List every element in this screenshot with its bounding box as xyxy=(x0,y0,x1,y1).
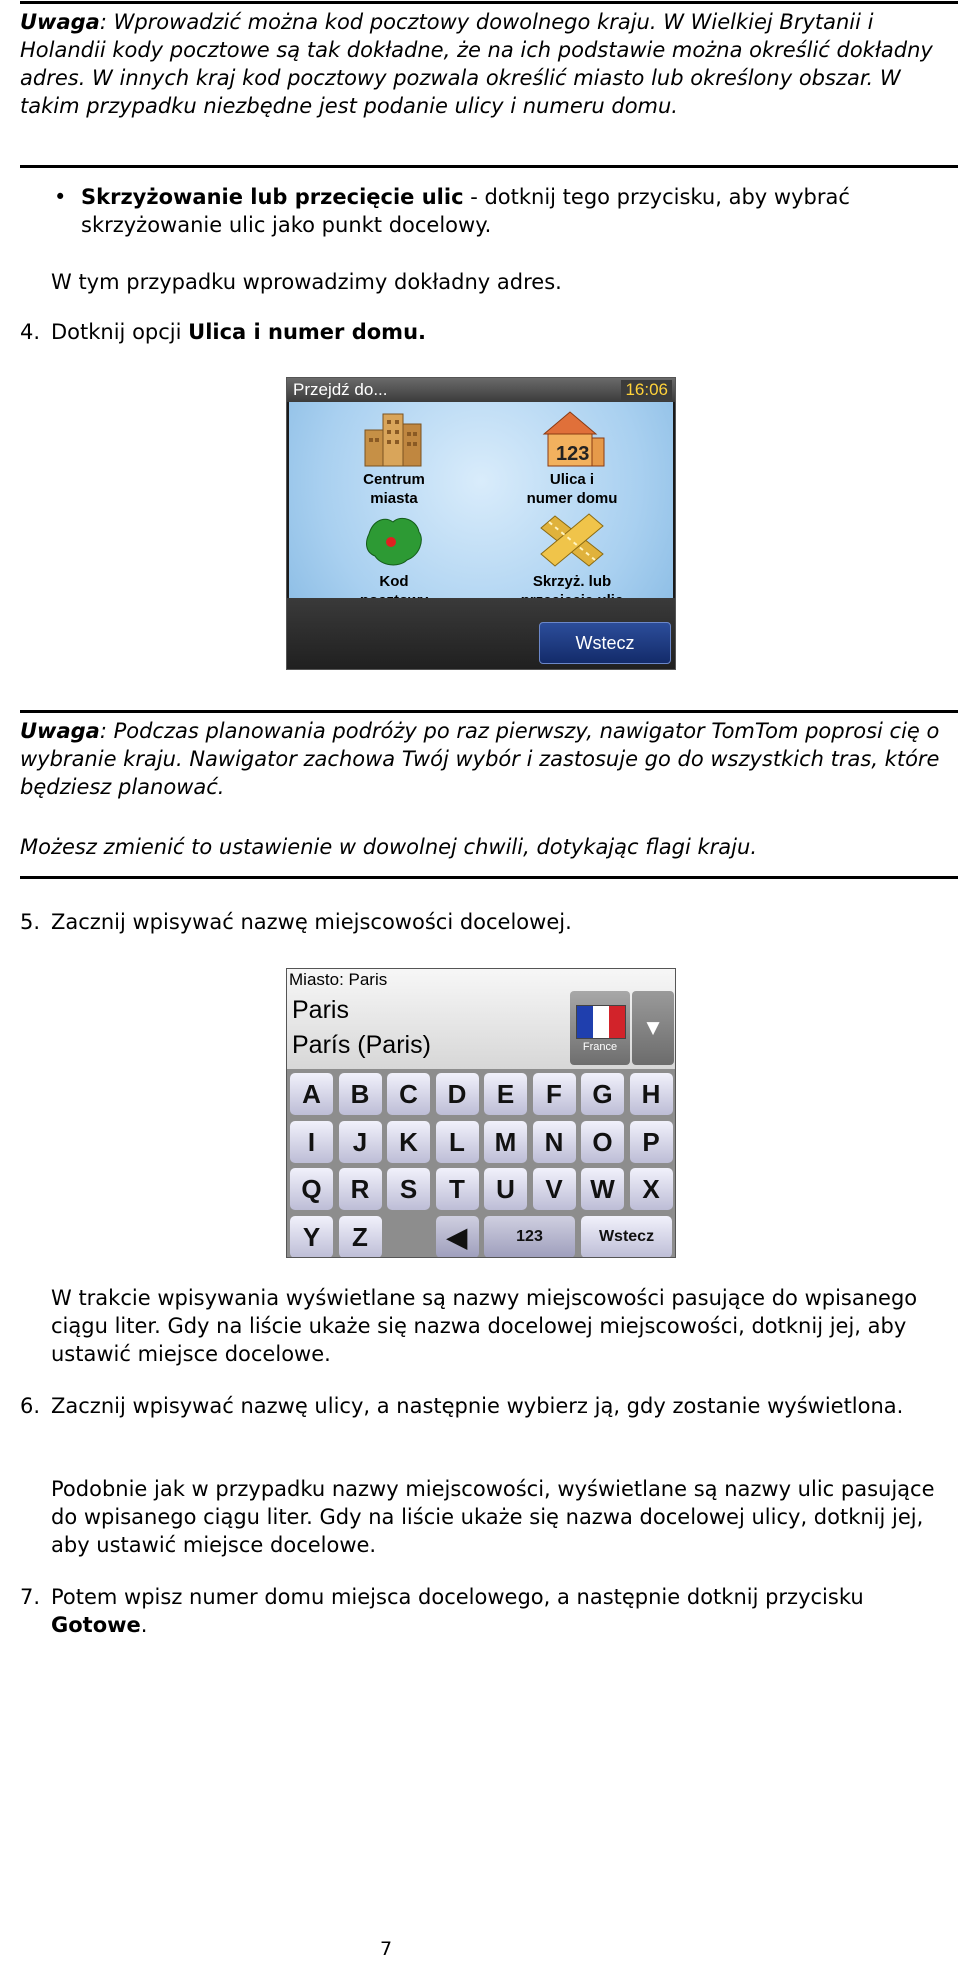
step-4 xyxy=(20,318,950,346)
key-k[interactable]: K xyxy=(387,1121,430,1163)
step-number: 5. xyxy=(20,910,41,934)
para-street-list: Podobnie jak w przypadku nazwy miejscowości, wyświetlane są nazwy ulic pasujące do wpisanego ciągu liter. Gdy na liście ukaże się nazwa docelowej ulicy, dotknij jej, aby ustawić miejsce docelowe. xyxy=(51,1477,935,1557)
key-l[interactable]: L xyxy=(436,1121,479,1163)
note-text: : Wprowadzić można kod pocztowy dowolnego kraju. W Wielkiej Brytanii i Holandii kody pocztowe są tak dokładne, że na ich podstawie można określić dokładny adres. W innych kraj kod pocztowy pozwala określić miasto lub określony obszar. W takim przypadku niezbędne jest podanie ulicy i numeru domu. xyxy=(20,10,933,118)
key-y[interactable]: Y xyxy=(290,1216,333,1258)
key-v[interactable]: V xyxy=(533,1168,576,1210)
bullet-text xyxy=(81,183,954,239)
key-n[interactable]: N xyxy=(533,1121,576,1163)
step-body: Potem wpisz numer domu miejsca docelowego, a następnie dotknij przycisku xyxy=(51,1585,864,1609)
step-text xyxy=(51,1583,950,1639)
step-5 xyxy=(20,908,950,936)
backspace-key[interactable]: ◀ xyxy=(436,1216,479,1258)
top-rule xyxy=(20,1,958,4)
clock: 16:06 xyxy=(621,380,672,400)
house-number-icon xyxy=(536,408,608,468)
city-input[interactable]: Miasto: Paris xyxy=(289,970,388,989)
crossing-button[interactable] xyxy=(487,510,657,610)
key-j[interactable]: J xyxy=(339,1121,382,1163)
goto-screen xyxy=(286,377,676,670)
step-number: 4. xyxy=(20,320,41,344)
step-end: . xyxy=(140,1613,148,1637)
key-x[interactable]: X xyxy=(630,1168,673,1210)
bullet-bold: Skrzyżowanie lub przecięcie ulic xyxy=(81,185,464,209)
key-s[interactable]: S xyxy=(387,1168,430,1210)
city-result-item[interactable]: Paris xyxy=(292,996,349,1024)
step-text: Zacznij wpisywać nazwę miejscowości docelowej. xyxy=(51,910,572,934)
key-c[interactable]: C xyxy=(387,1073,430,1115)
note-country-change: Możesz zmienić to ustawienie w dowolnej chwili, dotykając flagi kraju. xyxy=(20,835,757,859)
key-h[interactable]: H xyxy=(630,1073,673,1115)
step-bold: Ulica i numer domu. xyxy=(188,320,426,344)
note-rule xyxy=(20,165,958,168)
key-g[interactable]: G xyxy=(581,1073,624,1115)
step-number: 7. xyxy=(20,1585,41,1609)
back-button[interactable]: Wstecz xyxy=(539,622,671,664)
crossing-label: Skrzyż. lub xyxy=(532,573,612,590)
menu-area xyxy=(289,402,673,600)
city-centre-button[interactable] xyxy=(309,408,479,508)
note2-top-rule xyxy=(20,710,958,713)
back-key[interactable]: Wstecz xyxy=(581,1216,672,1258)
step-text xyxy=(51,318,950,346)
screen-title-bar xyxy=(287,378,675,402)
city-centre-label: Centrum miasta xyxy=(363,471,425,507)
key-b[interactable]: B xyxy=(339,1073,382,1115)
note2-bottom-rule xyxy=(20,876,958,879)
house-number: 123 xyxy=(556,443,590,465)
key-z[interactable]: Z xyxy=(339,1216,382,1258)
screen-bottom-bar xyxy=(287,598,675,669)
bullet-crossing xyxy=(54,183,954,239)
key-a[interactable]: A xyxy=(290,1073,333,1115)
france-flag-icon xyxy=(576,1005,626,1039)
step-text: Zacznij wpisywać nazwę ulicy, a następnie wybierz ją, gdy zostanie wyświetlona. xyxy=(51,1394,904,1418)
city-result-item[interactable]: París (Paris) xyxy=(292,1031,431,1059)
country-flag-button[interactable] xyxy=(570,991,630,1065)
country-name: France xyxy=(582,1041,618,1053)
key-w[interactable]: W xyxy=(581,1168,624,1210)
map-region-icon xyxy=(359,510,429,570)
crossroads-icon xyxy=(537,510,607,570)
key-r[interactable]: R xyxy=(339,1168,382,1210)
page-number: 7 xyxy=(379,1938,393,1960)
note-country xyxy=(20,717,945,801)
key-f[interactable]: F xyxy=(533,1073,576,1115)
postcode-label: Kod xyxy=(379,573,409,590)
bullet-body: - dotknij tego przycisku, aby wybrać skrzyżowanie ulic jako punkt docelowy. xyxy=(81,185,850,237)
para-city-list: W trakcie wpisywania wyświetlane są nazwy miejscowości pasujące do wpisanego ciągu liter. Gdy na liście ukaże się nazwa docelowej miejscowości, dotknij jej, aby ustawić miejsce docelowe. xyxy=(51,1286,918,1366)
step-bold: Gotowe xyxy=(51,1613,141,1637)
key-m[interactable]: M xyxy=(484,1121,527,1163)
step-7 xyxy=(20,1583,950,1639)
key-u[interactable]: U xyxy=(484,1168,527,1210)
key-o[interactable]: O xyxy=(581,1121,624,1163)
note2-text: : Podczas planowania podróży po raz pierwszy, nawigator TomTom poprosi cię o wybranie kraju. Nawigator zachowa Twój wybór i zastosuje go do wszystkich tras, które będziesz planować. xyxy=(20,719,940,799)
note-postcode xyxy=(20,8,945,120)
bullet-dot: • xyxy=(54,185,67,209)
key-e[interactable]: E xyxy=(484,1073,527,1115)
step-body: Dotknij opcji xyxy=(51,320,189,344)
numbers-key[interactable]: 123 xyxy=(484,1216,575,1258)
step-number: 6. xyxy=(20,1394,41,1418)
street-house-button[interactable] xyxy=(487,408,657,508)
key-p[interactable]: P xyxy=(630,1121,673,1163)
step-6 xyxy=(20,1392,950,1420)
city-entry-header xyxy=(287,969,675,1069)
buildings-icon xyxy=(359,408,429,468)
para-exact-address: W tym przypadku wprowadzimy dokładny adres. xyxy=(51,270,562,294)
key-d[interactable]: D xyxy=(436,1073,479,1115)
street-house-label: Ulica i numer domu xyxy=(526,471,618,507)
city-entry-screen xyxy=(286,968,676,1258)
key-q[interactable]: Q xyxy=(290,1168,333,1210)
key-t[interactable]: T xyxy=(436,1168,479,1210)
note2-label: Uwaga xyxy=(20,719,100,743)
screen-title: Przejdź do... xyxy=(293,380,388,399)
dropdown-arrow-icon[interactable]: ▼ xyxy=(632,991,674,1065)
postcode-button[interactable] xyxy=(309,510,479,610)
note-label: Uwaga xyxy=(20,10,100,34)
key-i[interactable]: I xyxy=(290,1121,333,1163)
